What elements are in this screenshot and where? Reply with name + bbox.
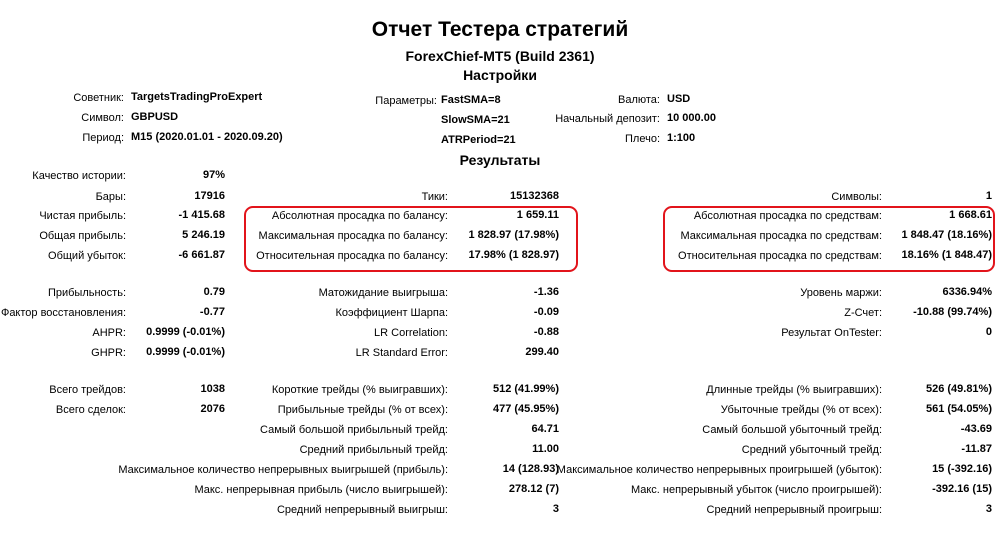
gross-loss-value: -6 661.87: [178, 249, 225, 261]
expected-payoff-label: Матожидание выигрыша:: [318, 287, 448, 299]
currency-value: USD: [667, 93, 691, 105]
profit-trades-label: Прибыльные трейды (% от всех):: [277, 404, 448, 416]
short-trades-value: 512 (41.99%): [492, 383, 559, 395]
total-trades-value: 1038: [200, 383, 225, 395]
bars-value: 17916: [194, 190, 225, 202]
param-slow-sma: SlowSMA=21: [441, 114, 510, 126]
balance-abs-drawdown-label: Абсолютная просадка по балансу:: [271, 210, 448, 222]
ghpr-value: 0.9999 (-0.01%): [146, 346, 225, 358]
total-deals-label: Всего сделок:: [55, 404, 126, 416]
param-fast-sma: FastSMA=8: [441, 94, 501, 106]
largest-loss-value: -43.69: [960, 423, 992, 435]
net-profit-label: Чистая прибыль:: [39, 210, 126, 222]
leverage-label: Плечо:: [625, 133, 660, 145]
ticks-label: Тики:: [421, 191, 448, 203]
avg-consecutive-wins-value: 3: [552, 503, 559, 515]
history-quality-value: 97%: [202, 169, 225, 181]
largest-profit-value: 64.71: [531, 423, 559, 435]
max-consecutive-losses-value: 15 (-392.16): [932, 463, 992, 475]
avg-consecutive-losses-label: Средний непрерывный проигрыш:: [706, 504, 882, 516]
param-atr-period: ATRPeriod=21: [441, 134, 516, 146]
symbol-label: Символ:: [81, 112, 124, 124]
equity-max-drawdown-label: Максимальная просадка по средствам:: [680, 230, 882, 242]
long-trades-value: 526 (49.81%): [925, 383, 992, 395]
avg-consecutive-wins-label: Средний непрерывный выигрыш:: [276, 504, 448, 516]
long-trades-label: Длинные трейды (% выигравших):: [706, 384, 882, 396]
max-consecutive-loss-value: -392.16 (15): [932, 483, 992, 495]
ontester-label: Результат OnTester:: [781, 327, 882, 339]
total-deals-value: 2076: [200, 403, 225, 415]
net-profit-value: -1 415.68: [178, 209, 225, 221]
equity-rel-drawdown-value: 18.16% (1 848.47): [901, 249, 992, 261]
lr-correlation-value: -0.88: [533, 326, 559, 338]
bars-label: Бары:: [95, 191, 126, 203]
margin-level-label: Уровень маржи:: [800, 287, 882, 299]
avg-consecutive-losses-value: 3: [985, 503, 992, 515]
max-consecutive-losses-label: Максимальное количество непрерывных проигрышей (убыток):: [556, 464, 882, 476]
sharpe-label: Коэффициент Шарпа:: [335, 307, 448, 319]
equity-abs-drawdown-value: 1 668.61: [949, 209, 992, 221]
max-consecutive-wins-label: Максимальное количество непрерывных выигрышей (прибыль):: [118, 464, 448, 476]
lr-std-error-label: LR Standard Error:: [355, 347, 448, 359]
profit-trades-value: 477 (45.95%): [492, 403, 559, 415]
equity-abs-drawdown-label: Абсолютная просадка по средствам:: [693, 210, 882, 222]
largest-profit-label: Самый большой прибыльный трейд:: [260, 424, 448, 436]
balance-rel-drawdown-value: 17.98% (1 828.97): [468, 249, 559, 261]
ahpr-label: AHPR:: [92, 327, 126, 339]
ticks-value: 15132368: [510, 190, 559, 202]
report-title: Отчет Тестера стратегий: [371, 18, 629, 41]
currency-label: Валюта:: [618, 94, 660, 106]
avg-profit-label: Средний прибыльный трейд:: [299, 444, 448, 456]
deposit-label: Начальный депозит:: [555, 113, 660, 125]
balance-rel-drawdown-label: Относительная просадка по балансу:: [256, 250, 448, 262]
avg-loss-value: -11.87: [961, 443, 992, 455]
max-consecutive-wins-value: 14 (128.93): [502, 463, 559, 475]
deposit-value: 10 000.00: [667, 112, 716, 124]
max-consecutive-profit-label: Макс. непрерывная прибыль (число выигрышей):: [194, 484, 448, 496]
short-trades-label: Короткие трейды (% выигравших):: [271, 384, 448, 396]
recovery-factor-value: -0.77: [199, 306, 225, 318]
ontester-value: 0: [985, 326, 992, 338]
gross-profit-value: 5 246.19: [182, 229, 225, 241]
results-heading: Результаты: [459, 152, 541, 168]
z-score-label: Z-Счет:: [844, 307, 882, 319]
total-trades-label: Всего трейдов:: [49, 384, 126, 396]
gross-profit-label: Общая прибыль:: [39, 230, 126, 242]
expert-label: Советник:: [73, 92, 124, 104]
period-value: M15 (2020.01.01 - 2020.09.20): [131, 131, 283, 143]
balance-max-drawdown-value: 1 828.97 (17.98%): [468, 229, 559, 241]
equity-rel-drawdown-label: Относительная просадка по средствам:: [678, 250, 882, 262]
loss-trades-label: Убыточные трейды (% от всех):: [720, 404, 882, 416]
symbols-label: Символы:: [831, 191, 882, 203]
leverage-value: 1:100: [667, 132, 696, 144]
ghpr-label: GHPR:: [91, 347, 126, 359]
avg-loss-label: Средний убыточный трейд:: [741, 444, 882, 456]
profit-factor-label: Прибыльность:: [47, 287, 126, 299]
recovery-factor-label: Фактор восстановления:: [0, 307, 126, 319]
equity-max-drawdown-value: 1 848.47 (18.16%): [901, 229, 992, 241]
max-consecutive-profit-value: 278.12 (7): [508, 483, 559, 495]
lr-correlation-label: LR Correlation:: [374, 327, 448, 339]
build-info: ForexChief-MT5 (Build 2361): [405, 48, 595, 64]
expected-payoff-value: -1.36: [533, 286, 559, 298]
largest-loss-label: Самый большой убыточный трейд:: [702, 424, 882, 436]
loss-trades-value: 561 (54.05%): [925, 403, 992, 415]
balance-max-drawdown-label: Максимальная просадка по балансу:: [258, 230, 448, 242]
params-label: Параметры:: [375, 95, 437, 107]
avg-profit-value: 11.00: [532, 443, 559, 455]
gross-loss-label: Общий убыток:: [48, 250, 126, 262]
symbols-value: 1: [985, 190, 992, 202]
sharpe-value: -0.09: [533, 306, 559, 318]
balance-abs-drawdown-value: 1 659.11: [516, 209, 559, 221]
profit-factor-value: 0.79: [203, 286, 225, 298]
ahpr-value: 0.9999 (-0.01%): [146, 326, 225, 338]
period-label: Период:: [82, 132, 124, 144]
max-consecutive-loss-label: Макс. непрерывный убыток (число проигрышей):: [630, 484, 882, 496]
z-score-value: -10.88 (99.74%): [913, 306, 992, 318]
settings-heading: Настройки: [463, 67, 537, 83]
expert-value: TargetsTradingProExpert: [131, 91, 263, 103]
lr-std-error-value: 299.40: [525, 346, 559, 358]
symbol-value: GBPUSD: [131, 111, 179, 123]
margin-level-value: 6336.94%: [942, 286, 992, 298]
history-quality-label: Качество истории:: [32, 170, 126, 182]
